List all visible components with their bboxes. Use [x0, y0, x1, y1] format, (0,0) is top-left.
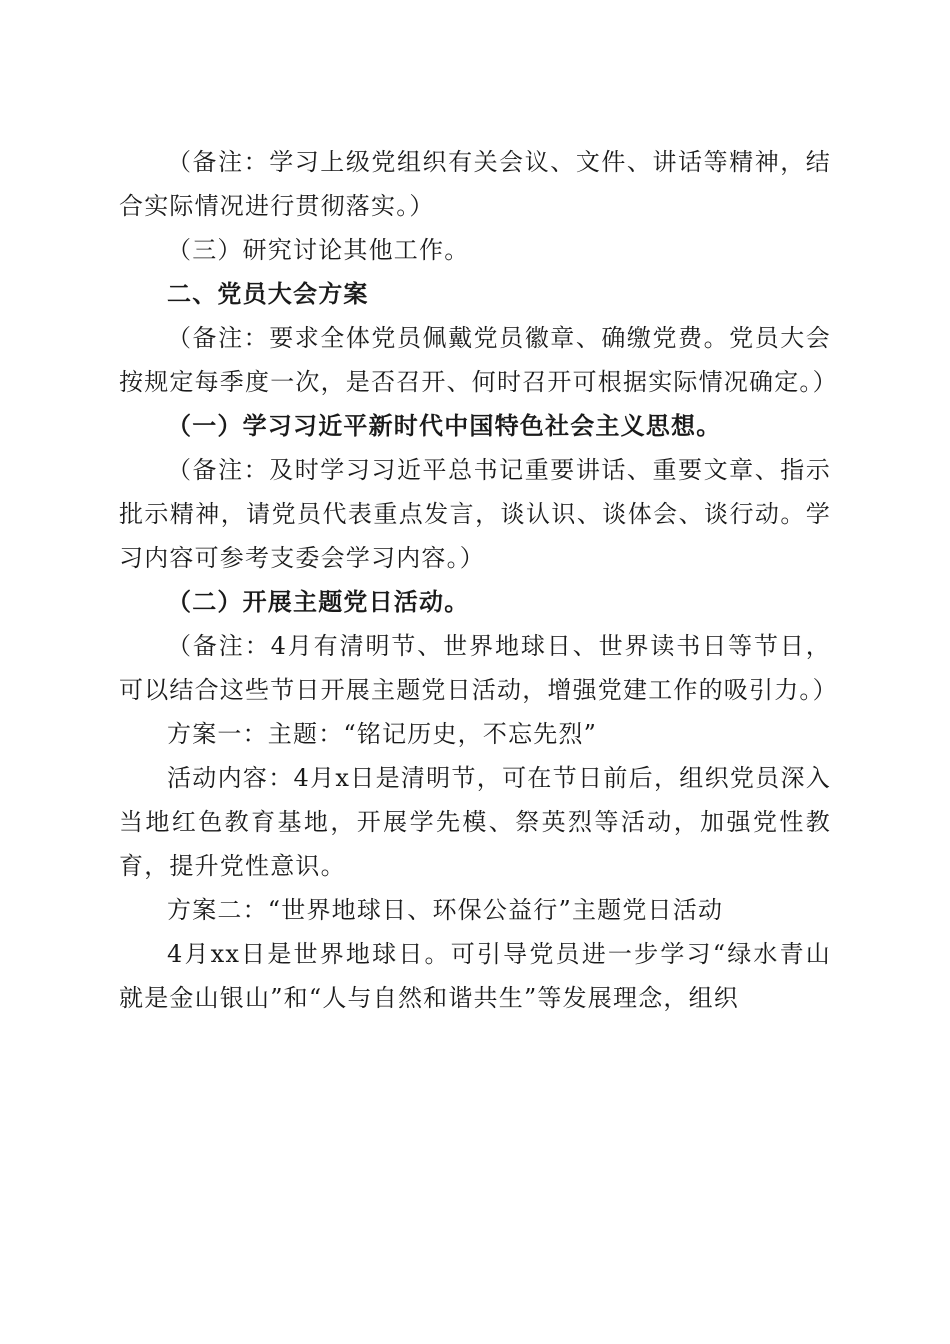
- section-heading-2: 二、党员大会方案: [167, 280, 369, 308]
- plan-one-content: 活动内容：4月x日是清明节，可在节日前后，组织党员深入当地红色教育基地，开展学先模、祭英烈等活动，加强党性教育，提升党性意识。: [119, 764, 831, 880]
- plan-one-title: 方案一：主题：“铭记历史，不忘先烈”: [167, 720, 598, 748]
- paragraph-item-3: （三）研究讨论其他工作。: [167, 236, 470, 264]
- paragraph-note-2: （备注：要求全体党员佩戴党员徽章、确缴党费。党员大会按规定每季度一次，是否召开、何时召开可根据实际情况确定。）: [119, 324, 838, 396]
- paragraph-note-1: （备注：学习上级党组织有关会议、文件、讲话等精神，结合实际情况进行贯彻落实。）: [119, 148, 831, 220]
- plan-two-title: 方案二：“世界地球日、环保公益行”主题党日活动: [167, 896, 724, 924]
- plan-two-content: 4月xx日是世界地球日。可引导党员进一步学习“绿水青山就是金山银山”和“人与自然和谐共生”等发展理念，组织: [119, 940, 831, 1012]
- subheading-1: （一）学习习近平新时代中国特色社会主义思想。: [167, 412, 722, 440]
- paragraph-note-3: （备注：及时学习习近平总书记重要讲话、重要文章、指示批示精神，请党员代表重点发言，谈认识、谈体会、谈行动。学习内容可参考支委会学习内容。）: [119, 456, 831, 572]
- paragraph-note-4: （备注：4月有清明节、世界地球日、世界读书日等节日，可以结合这些节日开展主题党日活动，增强党建工作的吸引力。）: [119, 632, 838, 704]
- document-body: [119, 140, 838, 1020]
- subheading-2: （二）开展主题党日活动。: [167, 588, 470, 616]
